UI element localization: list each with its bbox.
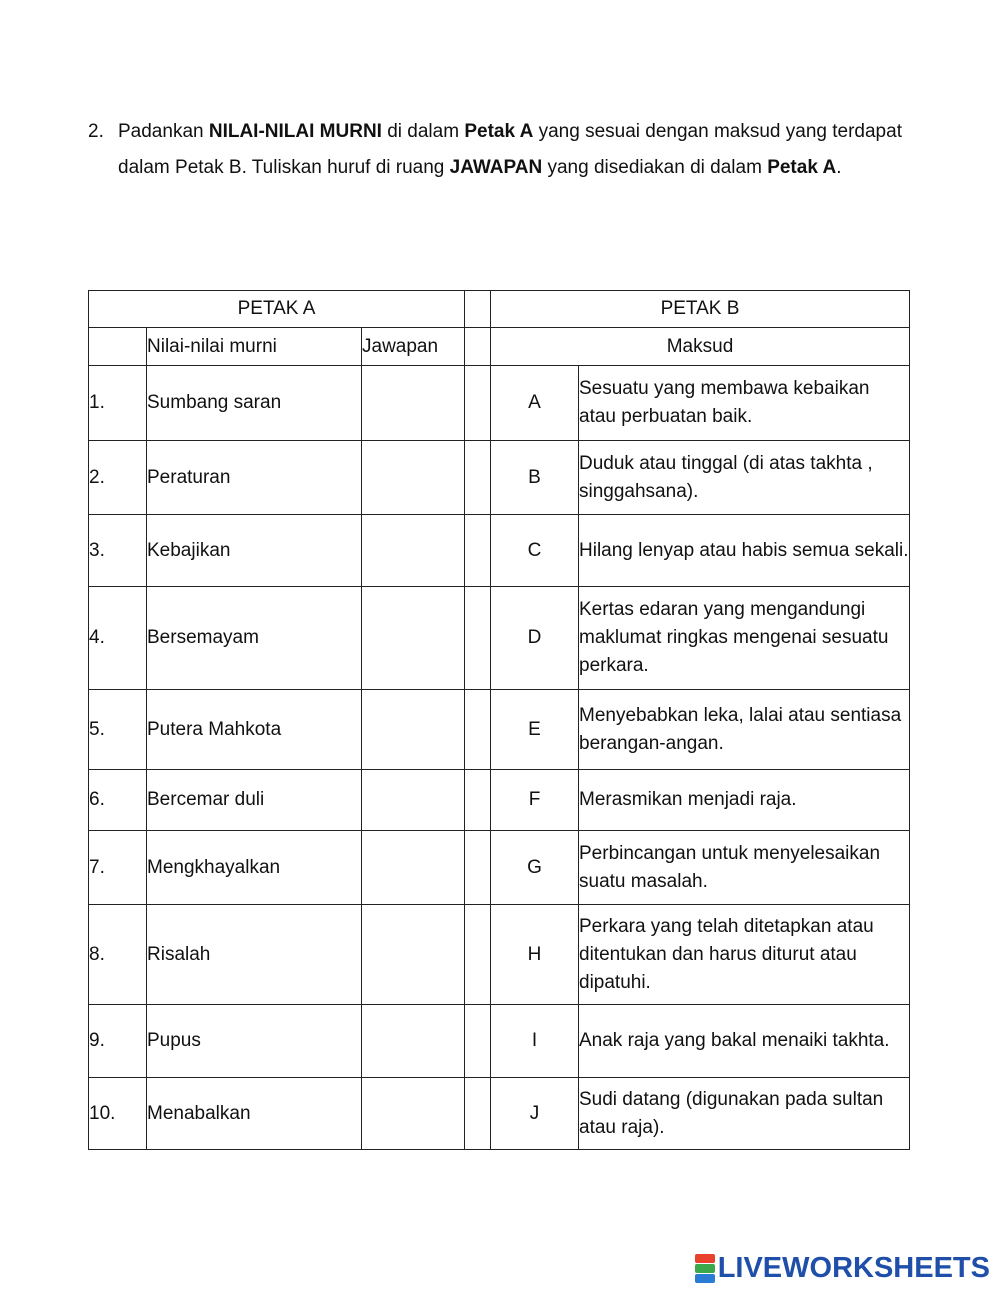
liveworksheets-logo <box>695 1252 990 1285</box>
jawapan-answer-box[interactable] <box>362 1078 465 1150</box>
maksud-letter: I <box>491 1005 579 1078</box>
nilai-item: Bersemayam <box>147 587 362 690</box>
table-row <box>89 366 910 441</box>
row-number: 6. <box>89 770 147 831</box>
question-text-bold: NILAI-NILAI MURNI <box>208 121 382 142</box>
spacer-cell <box>465 831 491 905</box>
nilai-item: Risalah <box>147 905 362 1005</box>
petak-a-header: PETAK A <box>89 291 465 328</box>
maksud-letter: H <box>491 905 579 1005</box>
spacer-cell <box>465 587 491 690</box>
question-text-part: di dalam <box>381 121 465 142</box>
nilai-item: Menabalkan <box>147 1078 362 1150</box>
question-number: 2. <box>88 121 104 142</box>
maksud-letter: J <box>491 1078 579 1150</box>
empty-header-cell <box>89 328 147 366</box>
nilai-item: Peraturan <box>147 441 362 515</box>
jawapan-answer-box[interactable] <box>362 515 465 587</box>
nilai-item: Sumbang saran <box>147 366 362 441</box>
jawapan-answer-box[interactable] <box>362 587 465 690</box>
spacer-cell <box>465 515 491 587</box>
logo-mark-block <box>695 1274 715 1283</box>
nilai-item: Bercemar duli <box>147 770 362 831</box>
question-text-part: yang sesuai dengan maksud yang terdapat dalam Petak B. Tuliskan huruf di ruang <box>118 121 902 178</box>
question-text-part: yang disediakan di dalam <box>542 157 768 178</box>
maksud-column-header: Maksud <box>491 328 910 366</box>
row-number: 10. <box>89 1078 147 1150</box>
jawapan-answer-box[interactable] <box>362 831 465 905</box>
jawapan-answer-box[interactable] <box>362 905 465 1005</box>
jawapan-answer-box[interactable] <box>362 441 465 515</box>
maksud-letter: F <box>491 770 579 831</box>
maksud-letter: A <box>491 366 579 441</box>
row-number: 2. <box>89 441 147 515</box>
row-number: 1. <box>89 366 147 441</box>
logo-mark-block <box>695 1264 715 1273</box>
maksud-text: Perbincangan untuk menyelesaikan suatu masalah. <box>579 831 910 905</box>
nilai-column-header: Nilai-nilai murni <box>147 328 362 366</box>
table-row <box>89 905 910 1005</box>
jawapan-column-header: Jawapan <box>362 328 465 366</box>
question-text-bold: Petak A <box>767 157 837 178</box>
maksud-text: Menyebabkan leka, lalai atau sentiasa berangan-angan. <box>579 690 910 770</box>
table-row <box>89 690 910 770</box>
maksud-text: Anak raja yang bakal menaiki takhta. <box>579 1005 910 1078</box>
petak-b-header: PETAK B <box>491 291 910 328</box>
table-row <box>89 587 910 690</box>
jawapan-answer-box[interactable] <box>362 1005 465 1078</box>
table-row <box>89 831 910 905</box>
maksud-letter: B <box>491 441 579 515</box>
row-number: 5. <box>89 690 147 770</box>
maksud-text: Sesuatu yang membawa kebaikan atau perbuatan baik. <box>579 366 910 441</box>
maksud-text: Kertas edaran yang mengandungi maklumat ringkas mengenai sesuatu perkara. <box>579 587 910 690</box>
nilai-item: Putera Mahkota <box>147 690 362 770</box>
maksud-text: Hilang lenyap atau habis semua sekali. <box>579 515 910 587</box>
spacer-cell <box>465 1005 491 1078</box>
maksud-text: Duduk atau tinggal (di atas takhta , singgahsana). <box>579 441 910 515</box>
row-number: 9. <box>89 1005 147 1078</box>
table-row <box>89 441 910 515</box>
table-row <box>89 1078 910 1150</box>
spacer-cell <box>465 905 491 1005</box>
row-number: 7. <box>89 831 147 905</box>
maksud-letter: G <box>491 831 579 905</box>
question-text-part: Padankan <box>118 121 209 142</box>
matching-table <box>88 290 910 1150</box>
spacer-cell <box>465 291 491 328</box>
maksud-letter: E <box>491 690 579 770</box>
nilai-item: Mengkhayalkan <box>147 831 362 905</box>
maksud-text: Sudi datang (digunakan pada sultan atau raja). <box>579 1078 910 1150</box>
spacer-cell <box>465 690 491 770</box>
question-text-bold: JAWAPAN <box>449 157 543 178</box>
maksud-text: Perkara yang telah ditetapkan atau ditentukan dan harus diturut atau dipatuhi. <box>579 905 910 1005</box>
row-number: 8. <box>89 905 147 1005</box>
jawapan-answer-box[interactable] <box>362 770 465 831</box>
maksud-text: Merasmikan menjadi raja. <box>579 770 910 831</box>
spacer-cell <box>465 328 491 366</box>
question-block <box>88 114 918 186</box>
nilai-item: Kebajikan <box>147 515 362 587</box>
logo-text: LIVEWORKSHEETS <box>717 1252 990 1284</box>
row-number: 3. <box>89 515 147 587</box>
maksud-letter: D <box>491 587 579 690</box>
table-row <box>89 515 910 587</box>
nilai-item: Pupus <box>147 1005 362 1078</box>
question-text-part: . <box>836 157 842 178</box>
table-row <box>89 1005 910 1078</box>
jawapan-answer-box[interactable] <box>362 366 465 441</box>
row-number: 4. <box>89 587 147 690</box>
question-text-bold: Petak A <box>464 121 534 142</box>
logo-mark-block <box>695 1254 715 1263</box>
spacer-cell <box>465 770 491 831</box>
logo-mark-icon <box>695 1254 715 1284</box>
table-row <box>89 770 910 831</box>
maksud-letter: C <box>491 515 579 587</box>
spacer-cell <box>465 441 491 515</box>
jawapan-answer-box[interactable] <box>362 690 465 770</box>
question-text <box>118 114 918 186</box>
spacer-cell <box>465 1078 491 1150</box>
spacer-cell <box>465 366 491 441</box>
